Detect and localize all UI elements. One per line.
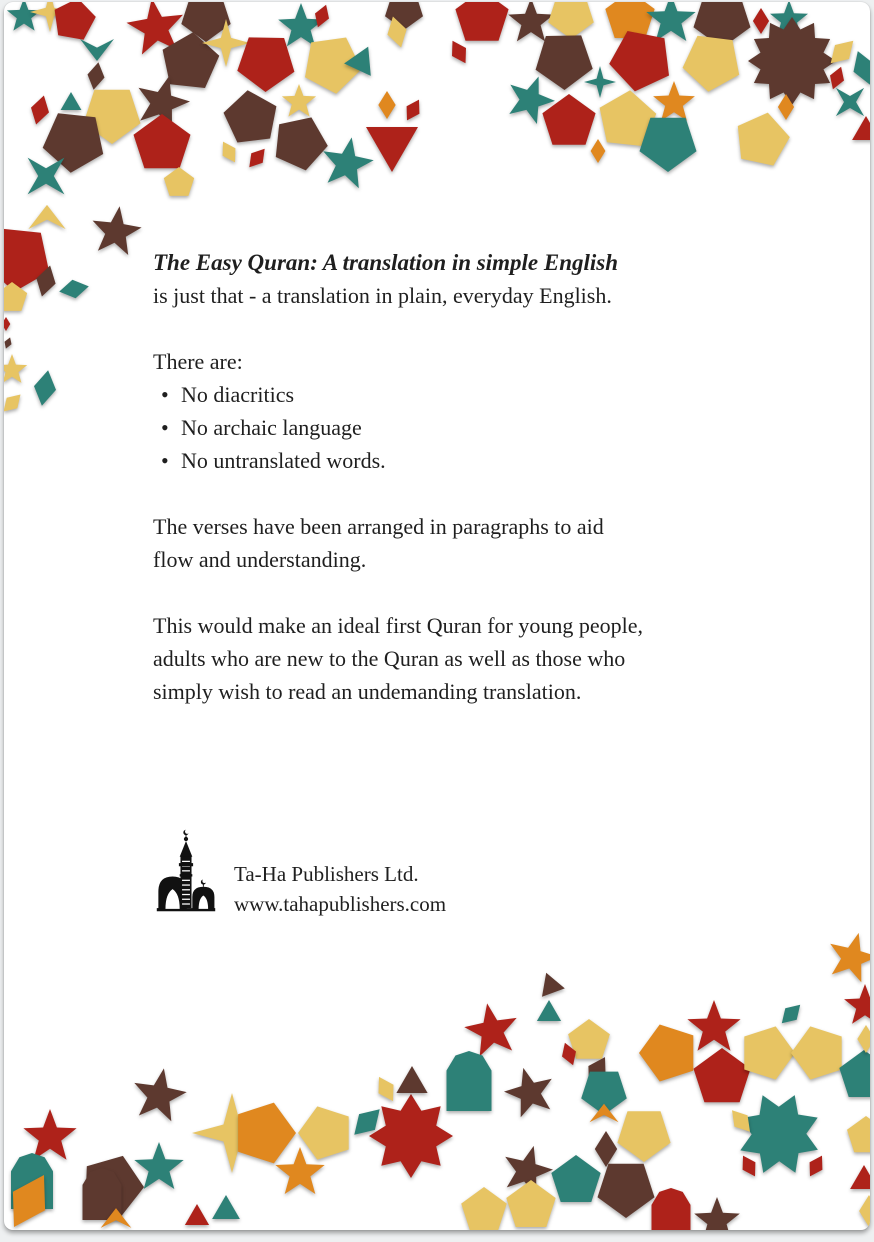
paragraph-line: simply wish to read an undemanding translation.: [153, 679, 582, 704]
paragraph-line: This would make an ideal first Quran for young people,: [153, 613, 643, 638]
book-title: The Easy Quran: A translation in simple English: [153, 250, 619, 275]
paragraph-line: The verses have been arranged in paragraphs to aid: [153, 514, 604, 539]
features-intro: There are:: [153, 349, 243, 374]
features-list: [153, 378, 719, 477]
publisher-text: [234, 859, 446, 922]
paragraph-line: flow and understanding.: [153, 547, 367, 572]
book-back-cover: [4, 2, 870, 1230]
paragraph: [153, 510, 719, 576]
feature-item: • No diacritics: [153, 378, 719, 411]
paragraph: [153, 609, 719, 708]
publisher-name: Ta-Ha Publishers Ltd.: [234, 862, 419, 886]
feature-item: • No archaic language: [153, 411, 719, 444]
mosque-minaret-icon: [156, 820, 216, 922]
publisher-website: www.tahapublishers.com: [234, 892, 447, 916]
back-cover-text: [153, 246, 719, 708]
publisher-block: [156, 820, 446, 922]
bottom-geometric-pattern: [4, 920, 870, 1230]
paragraph-line: adults who are new to the Quran as well as those who: [153, 646, 626, 671]
feature-item: • No untranslated words.: [153, 444, 719, 477]
tagline: is just that - a translation in plain, everyday English.: [153, 283, 612, 308]
